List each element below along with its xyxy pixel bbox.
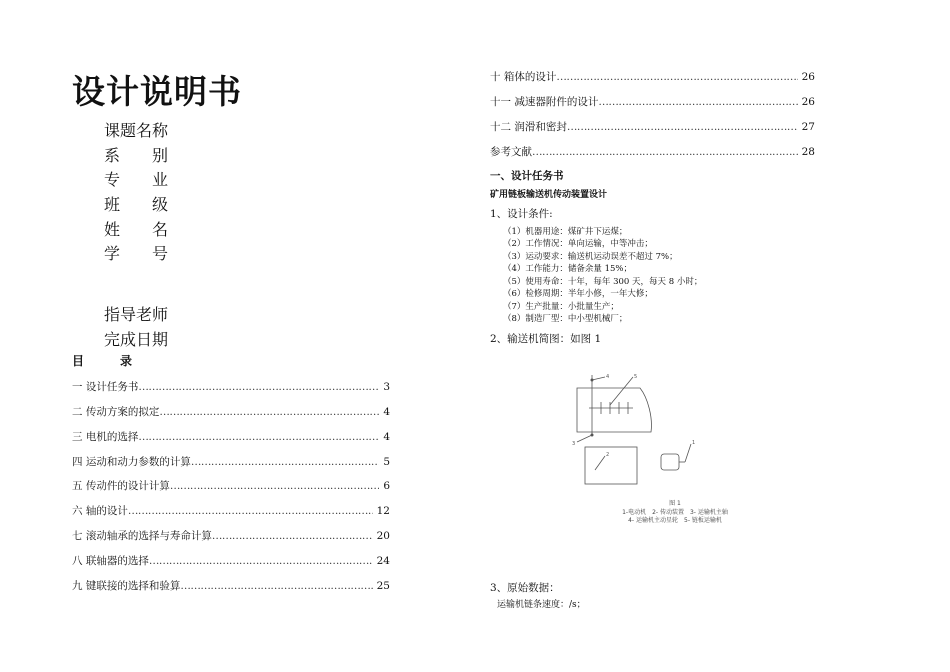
toc-entry-label: 四 运动和动力参数的计算 bbox=[72, 456, 191, 468]
figure-label: 1 bbox=[692, 440, 696, 446]
toc-entry-page: 6 bbox=[383, 480, 390, 492]
toc-entry[interactable] bbox=[490, 69, 815, 84]
joint-dot bbox=[591, 434, 594, 437]
toc-leader bbox=[191, 456, 379, 468]
toc-entry-page: 12 bbox=[376, 505, 390, 517]
toc-leader bbox=[128, 505, 373, 517]
figure-legend: 1-电动机 2- 传动装置 3- 运输机主轴 bbox=[622, 509, 728, 516]
cover-field-course-name: 课题名称 bbox=[104, 121, 169, 140]
conveyor-diagram bbox=[565, 370, 785, 530]
condition-item: （6）检修周期：半年小修，一年大修； bbox=[503, 289, 653, 299]
toc-entry-label: 十二 润滑和密封 bbox=[490, 121, 567, 133]
conditions-heading: 1、设计条件: bbox=[490, 208, 553, 220]
toc-leader bbox=[170, 480, 379, 492]
toc-leader bbox=[138, 381, 379, 393]
toc-leader bbox=[149, 555, 373, 567]
toc-entry-label: 七 滚动轴承的选择与寿命计算 bbox=[72, 530, 212, 542]
condition-item: （1）机器用途：煤矿井下运煤； bbox=[503, 227, 628, 237]
figure-label: 4 bbox=[606, 374, 610, 380]
condition-item: （8）制造厂型：中小型机械厂； bbox=[503, 314, 628, 324]
toc-entry[interactable] bbox=[72, 503, 390, 518]
toc-entry-page: 4 bbox=[383, 431, 390, 443]
toc-entry[interactable] bbox=[72, 528, 390, 543]
cover-field-class: 班 级 bbox=[104, 195, 169, 214]
toc-entry-page: 24 bbox=[376, 555, 390, 567]
toc-entry-page: 26 bbox=[801, 96, 815, 108]
toc-entry-label: 一 设计任务书 bbox=[72, 381, 139, 393]
condition-item: （3）运动要求：输送机运动误差不超过 7%； bbox=[503, 252, 678, 262]
right-page bbox=[475, 0, 950, 672]
toc-leader bbox=[556, 71, 797, 83]
toc-entry[interactable] bbox=[72, 379, 390, 394]
toc-entry-label: 五 传动件的设计计算 bbox=[72, 480, 170, 492]
toc-entry-label: 八 联轴器的选择 bbox=[72, 555, 149, 567]
figure-caption: 图 1 bbox=[669, 500, 681, 507]
section-title: 一、设计任务书 bbox=[490, 170, 564, 182]
toc-entry-label: 三 电机的选择 bbox=[72, 431, 139, 443]
toc-entry-page: 27 bbox=[801, 121, 815, 133]
cover-field-department: 系 别 bbox=[104, 146, 169, 165]
toc-heading: 目 录 bbox=[72, 354, 133, 368]
toc-leader bbox=[598, 96, 797, 108]
toc-entry-label: 参考文献 bbox=[490, 146, 532, 158]
toc-entry-page: 5 bbox=[383, 456, 390, 468]
condition-item: （7）生产批量：小批量生产； bbox=[503, 302, 619, 312]
toc-entry[interactable] bbox=[72, 404, 390, 419]
toc-entry[interactable] bbox=[72, 454, 390, 469]
cover-field-major: 专 业 bbox=[104, 170, 169, 189]
project-subject: 矿用链板输送机传动装置设计 bbox=[490, 190, 608, 200]
raw-data-heading: 3、原始数据： bbox=[490, 582, 560, 594]
toc-entry-page: 26 bbox=[801, 71, 815, 83]
toc-entry-page: 3 bbox=[383, 381, 390, 393]
cover-field-name: 姓 名 bbox=[104, 220, 169, 239]
toc-entry-page: 4 bbox=[383, 406, 390, 418]
cover-field-advisor: 指导老师 bbox=[104, 305, 169, 324]
conveyor-schematic bbox=[565, 370, 785, 500]
toc-entry[interactable] bbox=[490, 144, 815, 159]
toc-entry[interactable] bbox=[490, 94, 815, 109]
toc-entry-label: 六 轴的设计 bbox=[72, 505, 128, 517]
figure-label: 3 bbox=[572, 441, 576, 447]
toc-entry-label: 二 传动方案的拟定 bbox=[72, 406, 160, 418]
joint-dot bbox=[591, 379, 594, 382]
toc-leader bbox=[138, 431, 379, 443]
toc-entry-page: 28 bbox=[801, 146, 815, 158]
toc-entry[interactable] bbox=[72, 578, 390, 593]
condition-item: （2）工作情况：单向运输，中等冲击； bbox=[503, 239, 653, 249]
toc-entry[interactable] bbox=[72, 553, 390, 568]
figure-label: 5 bbox=[634, 374, 638, 380]
figure-label: 2 bbox=[606, 452, 610, 458]
cover-field-student-id: 学 号 bbox=[104, 244, 169, 263]
toc-entry-label: 十一 减速器附件的设计 bbox=[490, 96, 599, 108]
toc-entry-page: 25 bbox=[376, 580, 390, 592]
toc-entry-label: 十 箱体的设计 bbox=[490, 71, 557, 83]
toc-leader bbox=[567, 121, 798, 133]
raw-data-line: 运输机链条速度：/s； bbox=[497, 600, 586, 610]
condition-item: （5）使用寿命：十年，每年 300 天，每天 8 小时； bbox=[503, 277, 703, 287]
toc-entry[interactable] bbox=[72, 429, 390, 444]
diagram-heading: 2、输送机简图：如图 1 bbox=[490, 333, 602, 345]
cover-field-date: 完成日期 bbox=[104, 330, 169, 349]
toc-entry-page: 20 bbox=[376, 530, 390, 542]
toc-leader bbox=[180, 580, 372, 592]
toc-leader bbox=[212, 530, 373, 542]
toc-entry[interactable] bbox=[490, 119, 815, 134]
toc-leader bbox=[159, 406, 379, 418]
toc-entry-label: 九 键联接的选择和验算 bbox=[72, 580, 181, 592]
condition-item: （4）工作能力：储备余量 15%； bbox=[503, 264, 633, 274]
toc-entry[interactable] bbox=[72, 478, 390, 493]
document-title: 设计说明书 bbox=[72, 72, 242, 111]
figure-legend: 4- 运输机主动星轮 5- 链板运输机 bbox=[628, 517, 722, 524]
toc-leader bbox=[532, 146, 798, 158]
